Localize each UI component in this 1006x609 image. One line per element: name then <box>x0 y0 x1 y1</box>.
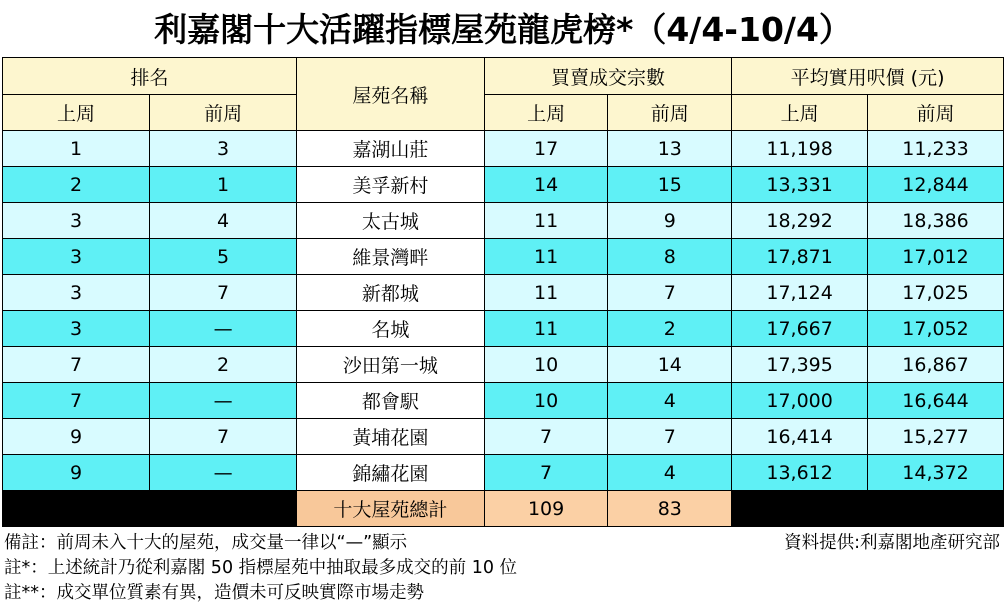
cell-estate-name: 都會駅 <box>297 383 485 419</box>
cell-deals-last-week: 11 <box>484 311 608 347</box>
table-body <box>3 131 1004 491</box>
header-rank: 排名 <box>3 58 297 95</box>
cell-estate-name: 美孚新村 <box>297 167 485 203</box>
total-deals-last-week: 109 <box>484 491 608 527</box>
cell-price-last-week: 16,414 <box>732 419 868 455</box>
cell-rank-prev-week: — <box>150 311 297 347</box>
cell-deals-prev-week: 15 <box>608 167 732 203</box>
cell-price-prev-week: 17,052 <box>868 311 1004 347</box>
cell-deals-last-week: 7 <box>484 455 608 491</box>
total-row <box>3 491 1004 527</box>
cell-deals-last-week: 11 <box>484 203 608 239</box>
cell-price-last-week: 17,124 <box>732 275 868 311</box>
header-deals-prev-week: 前周 <box>608 95 732 131</box>
cell-estate-name: 沙田第一城 <box>297 347 485 383</box>
table-row <box>3 275 1004 311</box>
table-row <box>3 383 1004 419</box>
total-deals-prev-week: 83 <box>608 491 732 527</box>
cell-price-prev-week: 12,844 <box>868 167 1004 203</box>
cell-rank-prev-week: 2 <box>150 347 297 383</box>
cell-deals-last-week: 10 <box>484 347 608 383</box>
cell-deals-prev-week: 4 <box>608 455 732 491</box>
cell-deals-prev-week: 8 <box>608 239 732 275</box>
cell-estate-name: 維景灣畔 <box>297 239 485 275</box>
cell-estate-name: 錦繡花園 <box>297 455 485 491</box>
total-blank-right-2 <box>868 491 1004 527</box>
cell-rank-prev-week: 3 <box>150 131 297 167</box>
header-deals: 買賣成交宗數 <box>484 58 731 95</box>
cell-deals-prev-week: 9 <box>608 203 732 239</box>
cell-estate-name: 新都城 <box>297 275 485 311</box>
footer-note-left: 備註：前周未入十大的屋苑，成交量一律以“—”顯示 <box>4 533 408 553</box>
table-sub-header-row <box>3 95 1004 131</box>
cell-deals-last-week: 14 <box>484 167 608 203</box>
cell-price-prev-week: 11,233 <box>868 131 1004 167</box>
cell-rank-last-week: 3 <box>3 275 150 311</box>
ranking-table <box>2 57 1004 527</box>
cell-rank-last-week: 3 <box>3 311 150 347</box>
cell-rank-last-week: 7 <box>3 347 150 383</box>
table-row <box>3 347 1004 383</box>
cell-price-prev-week: 15,277 <box>868 419 1004 455</box>
cell-deals-last-week: 11 <box>484 275 608 311</box>
cell-price-last-week: 18,292 <box>732 203 868 239</box>
cell-price-last-week: 17,000 <box>732 383 868 419</box>
cell-price-last-week: 13,612 <box>732 455 868 491</box>
cell-price-prev-week: 16,644 <box>868 383 1004 419</box>
cell-deals-prev-week: 7 <box>608 419 732 455</box>
cell-estate-name: 黃埔花園 <box>297 419 485 455</box>
cell-price-prev-week: 16,867 <box>868 347 1004 383</box>
header-deals-last-week: 上周 <box>484 95 608 131</box>
cell-rank-last-week: 3 <box>3 239 150 275</box>
table-row <box>3 167 1004 203</box>
cell-price-last-week: 13,331 <box>732 167 868 203</box>
cell-rank-last-week: 7 <box>3 383 150 419</box>
cell-deals-prev-week: 13 <box>608 131 732 167</box>
cell-estate-name: 嘉湖山莊 <box>297 131 485 167</box>
footer-notes <box>4 531 1002 606</box>
header-price-prev-week: 前周 <box>868 95 1004 131</box>
cell-price-last-week: 17,395 <box>732 347 868 383</box>
cell-deals-last-week: 11 <box>484 239 608 275</box>
cell-rank-prev-week: 7 <box>150 419 297 455</box>
total-blank-left-1 <box>3 491 150 527</box>
total-blank-right-1 <box>732 491 868 527</box>
footer-source: 資料提供:利嘉閣地產研究部 <box>784 533 1000 553</box>
table-row <box>3 311 1004 347</box>
cell-rank-prev-week: 7 <box>150 275 297 311</box>
cell-rank-last-week: 2 <box>3 167 150 203</box>
table-head <box>3 58 1004 131</box>
footer-note-row <box>4 531 1002 556</box>
cell-deals-prev-week: 7 <box>608 275 732 311</box>
cell-rank-last-week: 9 <box>3 455 150 491</box>
cell-deals-last-week: 17 <box>484 131 608 167</box>
cell-rank-last-week: 3 <box>3 203 150 239</box>
page-title: 利嘉閣十大活躍指標屋苑龍虎榜*（4/4-10/4） <box>154 10 852 49</box>
header-price: 平均實用呎價 (元) <box>732 58 1004 95</box>
footer-note-double-star: 註**：成交單位質素有異，造價未可反映實際市場走勢 <box>4 582 424 603</box>
cell-price-prev-week: 14,372 <box>868 455 1004 491</box>
header-rank-last-week: 上周 <box>3 95 150 131</box>
cell-rank-prev-week: — <box>150 455 297 491</box>
cell-price-last-week: 11,198 <box>732 131 868 167</box>
cell-rank-prev-week: — <box>150 383 297 419</box>
table-row <box>3 131 1004 167</box>
cell-price-prev-week: 18,386 <box>868 203 1004 239</box>
table-row <box>3 455 1004 491</box>
cell-deals-last-week: 7 <box>484 419 608 455</box>
footer-note-star: 註*：上述統計乃從利嘉閣 50 指標屋苑中抽取最多成交的前 10 位 <box>4 557 518 578</box>
table-row <box>3 203 1004 239</box>
cell-price-last-week: 17,667 <box>732 311 868 347</box>
table-row <box>3 419 1004 455</box>
cell-estate-name: 名城 <box>297 311 485 347</box>
cell-deals-last-week: 10 <box>484 383 608 419</box>
cell-estate-name: 太古城 <box>297 203 485 239</box>
cell-rank-last-week: 9 <box>3 419 150 455</box>
header-rank-prev-week: 前周 <box>150 95 297 131</box>
cell-price-last-week: 17,871 <box>732 239 868 275</box>
cell-price-prev-week: 17,012 <box>868 239 1004 275</box>
table-foot <box>3 491 1004 527</box>
cell-deals-prev-week: 14 <box>608 347 732 383</box>
cell-rank-prev-week: 4 <box>150 203 297 239</box>
cell-deals-prev-week: 2 <box>608 311 732 347</box>
header-price-last-week: 上周 <box>732 95 868 131</box>
cell-rank-prev-week: 1 <box>150 167 297 203</box>
cell-rank-last-week: 1 <box>3 131 150 167</box>
table-row <box>3 239 1004 275</box>
cell-rank-prev-week: 5 <box>150 239 297 275</box>
cell-deals-prev-week: 4 <box>608 383 732 419</box>
table-group-header-row <box>3 58 1004 95</box>
header-estate: 屋苑名稱 <box>297 58 485 131</box>
total-label: 十大屋苑總計 <box>297 491 485 527</box>
total-blank-left-2 <box>150 491 297 527</box>
cell-price-prev-week: 17,025 <box>868 275 1004 311</box>
